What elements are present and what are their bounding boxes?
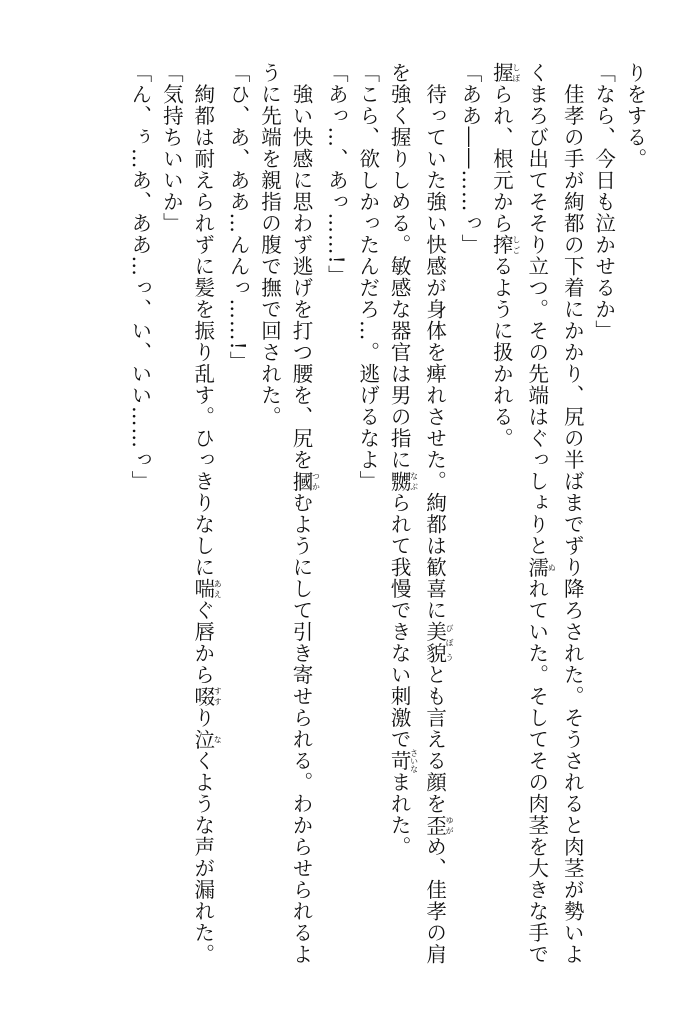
text-line xyxy=(619,62,650,982)
ruby-reading: さいな xyxy=(409,748,419,773)
ruby-base: 嬲 xyxy=(387,470,412,492)
ruby-reading: な xyxy=(213,728,223,750)
ruby-annotation xyxy=(489,234,521,256)
text-line xyxy=(520,62,555,982)
text-run: 「ああ――……っ」 xyxy=(457,62,482,256)
text-run: りをする。 xyxy=(623,62,647,170)
ruby-base: 濡 xyxy=(524,556,549,578)
ruby-reading: あえ xyxy=(213,578,223,600)
text-run: られて我慢できない刺激で xyxy=(387,492,412,750)
ruby-annotation xyxy=(387,748,419,773)
ruby-base: 美貌 xyxy=(422,621,447,664)
ruby-base: 苛 xyxy=(387,748,412,773)
text-run: られ、根元から xyxy=(489,83,514,234)
ruby-reading: つか xyxy=(311,470,321,492)
ruby-annotation xyxy=(422,814,455,837)
text-run: 絢都は耐えられずに髪を振り乱す。ひっきりなしに xyxy=(190,62,215,578)
ruby-base: 握 xyxy=(489,62,514,84)
text-run: 待っていた強い快感が身体を痺れさせた。絢都は歓喜に xyxy=(422,62,447,621)
text-line xyxy=(454,62,485,982)
ruby-reading: すす xyxy=(213,685,223,707)
text-line xyxy=(485,62,520,982)
ruby-reading: なぶ xyxy=(409,470,419,492)
ruby-annotation xyxy=(190,578,223,600)
ruby-annotation xyxy=(288,470,321,493)
ruby-annotation xyxy=(190,728,223,751)
vertical-text-body xyxy=(124,62,651,982)
text-run: を強く握りしめる。敏感な器官は男の指に xyxy=(387,62,412,471)
ruby-base: 搾 xyxy=(489,234,514,256)
text-line xyxy=(155,62,186,982)
text-run: くまろび出てそそり立つ。その先端はぐっしょりと xyxy=(524,62,549,557)
text-run: るように扱かれる。 xyxy=(489,255,514,449)
ruby-annotation xyxy=(190,685,223,708)
ruby-annotation xyxy=(489,62,521,84)
text-run: 「こら、欲しかったんだろ…。逃げるなよ」 xyxy=(355,62,380,492)
ruby-base: 啜 xyxy=(190,685,215,707)
text-run: 佳孝の手が絢都の下着にかかり、尻の半ばまでずり降ろされた。そうされると肉茎が勢いよ xyxy=(560,62,585,965)
text-run: 「なら、今日も泣かせるか」 xyxy=(591,62,616,342)
ruby-reading: しぼ xyxy=(511,62,521,84)
text-line xyxy=(556,62,587,982)
text-run: 強い快感に思わず逃げを打つ腰を、尻を xyxy=(288,62,313,471)
ruby-annotation xyxy=(524,556,557,579)
text-run: うに先端を親指の腹で撫で回された。 xyxy=(257,62,282,428)
text-run: ぐ唇から xyxy=(190,599,215,686)
text-run: とも言える顔を xyxy=(422,664,447,815)
ruby-annotation xyxy=(422,621,455,664)
text-run: むようにして引き寄せられる。わからせられるよ xyxy=(288,492,313,965)
text-run: まれた。 xyxy=(387,771,412,858)
ruby-base: 泣 xyxy=(190,728,215,750)
text-line xyxy=(383,62,418,982)
text-line xyxy=(320,62,351,982)
text-run: め、佳孝の肩 xyxy=(422,836,447,965)
ruby-reading: しご xyxy=(511,234,521,256)
ruby-reading: ぬ xyxy=(547,556,557,578)
text-line xyxy=(124,62,155,982)
ruby-reading: ゆが xyxy=(445,814,455,836)
text-line xyxy=(351,62,382,982)
text-line xyxy=(285,62,320,982)
ruby-reading: びぼう xyxy=(445,621,455,664)
text-line xyxy=(587,62,618,982)
text-line xyxy=(222,62,253,982)
ruby-base: 喘 xyxy=(190,578,215,600)
text-run: 「あっ…、あっ……!」 xyxy=(324,62,349,287)
text-run: 「ひ、あ、ああ…んんっ……!」 xyxy=(226,62,251,373)
text-run: れていた。そしてその肉茎を大きな手で xyxy=(524,578,549,965)
ruby-base: 摑 xyxy=(288,470,313,492)
ruby-annotation xyxy=(387,470,419,493)
ruby-base: 歪 xyxy=(422,814,447,836)
text-line xyxy=(186,62,221,982)
text-run: り xyxy=(190,707,215,729)
text-run: 「気持ちいいか」 xyxy=(159,62,184,234)
text-line xyxy=(253,62,284,982)
text-run: くような声が漏れた。 xyxy=(190,750,215,965)
text-line xyxy=(418,62,453,982)
text-run: 「ん、ぅ…あ、ああ…っ、い、いい……っ」 xyxy=(127,62,152,492)
